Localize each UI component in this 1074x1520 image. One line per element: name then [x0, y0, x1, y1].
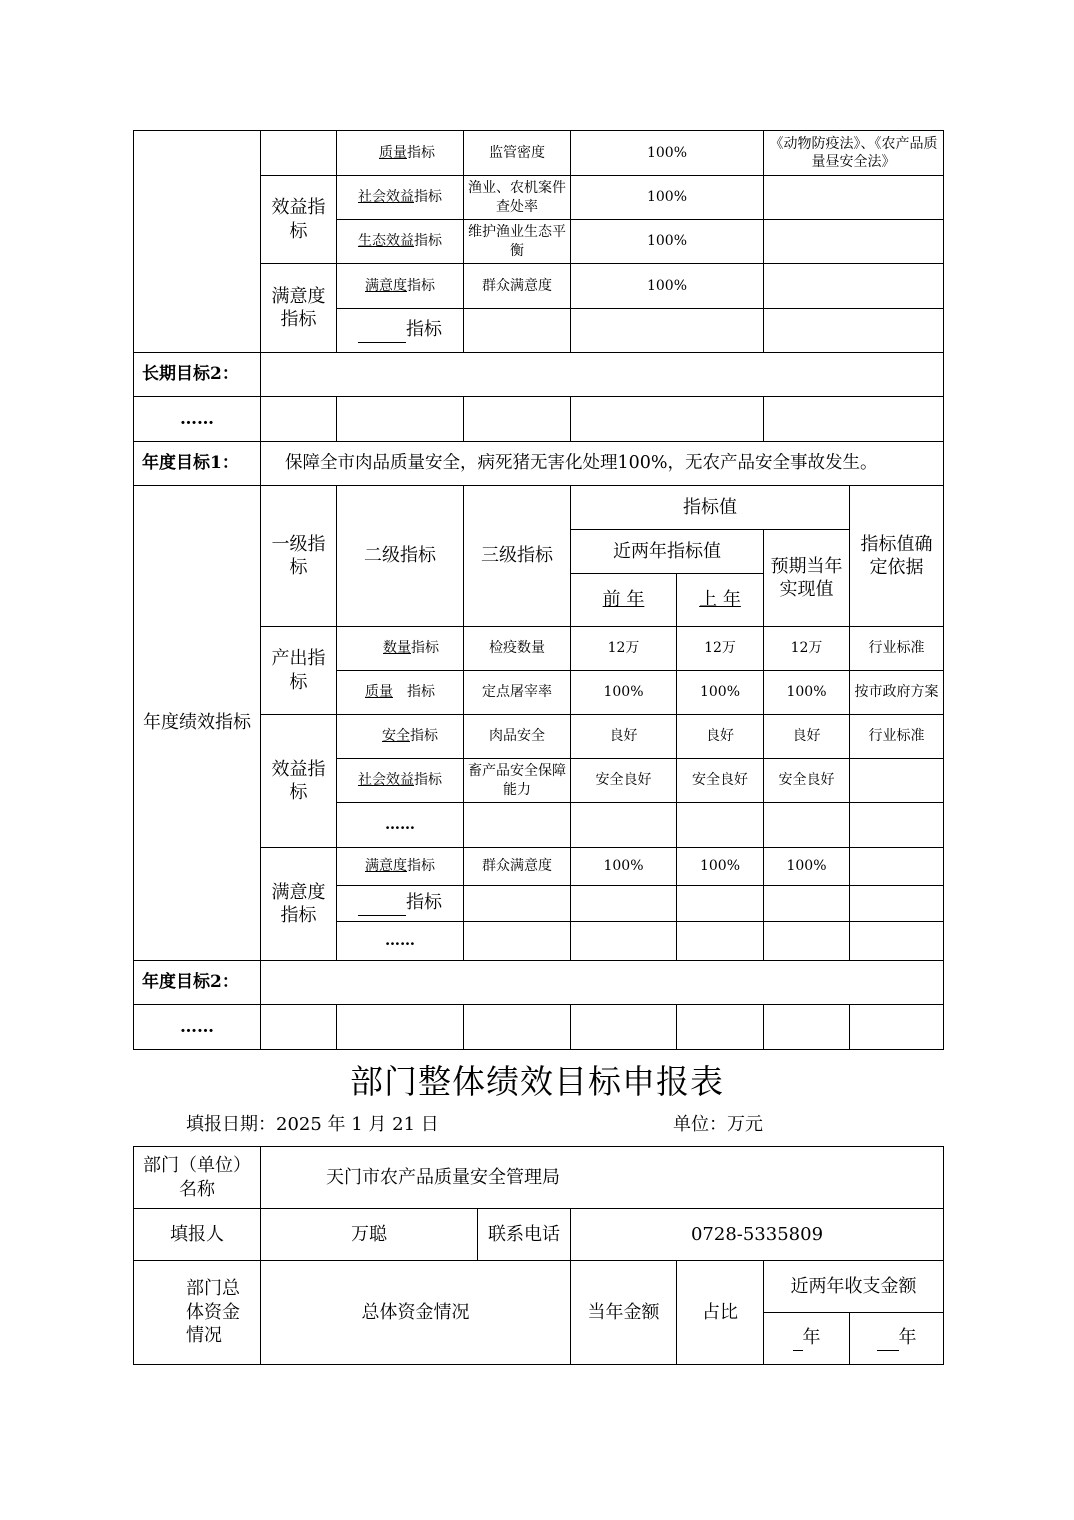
level1-benefit: 效益指标	[261, 176, 337, 264]
cell-empty	[464, 803, 571, 848]
level3-cell: 维护渔业生态平衡	[464, 220, 571, 264]
cell-empty	[850, 803, 944, 848]
year-a-label: 年	[802, 1327, 821, 1349]
level2-name: 安全	[382, 728, 410, 745]
blank-line	[358, 318, 406, 342]
basis-cell	[850, 759, 944, 803]
fill-date: 填报日期：2025 年 1 月 21 日	[186, 1114, 439, 1135]
basis-cell	[764, 220, 944, 264]
year-b	[850, 1313, 944, 1365]
level2-cell	[337, 848, 464, 886]
long-goal2-content	[261, 353, 944, 397]
form-title: 部门整体绩效目标申报表	[350, 1062, 724, 1101]
level2-name: 满意度	[365, 858, 407, 875]
level1-output: 产出指标	[261, 627, 337, 715]
header-index-value: 指标值	[571, 486, 850, 530]
cell-empty	[571, 309, 764, 353]
value-cell: 100%	[571, 176, 764, 220]
blank-indicator-cell	[337, 309, 464, 353]
filler-label: 填报人	[134, 1209, 261, 1261]
year-b-blank	[877, 1326, 899, 1350]
expected-value: 100%	[764, 671, 850, 715]
last-year-value: 100%	[677, 848, 764, 886]
dept-name-value: 天门市农产品质量安全管理局	[261, 1147, 944, 1209]
value-cell: 100%	[571, 264, 764, 309]
expected-value: 安全良好	[764, 759, 850, 803]
level1-benefit: 效益指标	[261, 715, 337, 848]
cell-empty	[764, 1005, 850, 1050]
blank-indicator-cell	[337, 886, 464, 922]
cell-empty	[764, 397, 944, 442]
value-cell: 100%	[571, 131, 764, 176]
prev-year-value: 安全良好	[571, 759, 677, 803]
level2-name: 质量	[365, 684, 393, 701]
header-expected: 预期当年实现值	[764, 530, 850, 627]
level3-cell: 渔业、农机案件查处率	[464, 176, 571, 220]
level2-suffix: 指标	[411, 640, 439, 657]
prev-year-value: 100%	[571, 848, 677, 886]
annual-goal1-label: 年度目标1：	[134, 442, 261, 486]
header-prev-year	[571, 574, 677, 627]
cell-empty	[261, 397, 337, 442]
year-b-label: 年	[898, 1327, 917, 1349]
last-year-value: 12万	[677, 627, 764, 671]
level3-cell: 定点屠宰率	[464, 671, 571, 715]
cell-empty	[571, 1005, 677, 1050]
cell-empty	[571, 397, 764, 442]
recent-two-years-amount: 近两年收支金额	[764, 1261, 944, 1313]
level3-cell: 畜产品安全保障能力	[464, 759, 571, 803]
year-a	[764, 1313, 850, 1365]
header-last-year-text: 上 年	[699, 589, 741, 611]
cell-empty	[571, 886, 677, 922]
basis-cell	[764, 176, 944, 220]
ellipsis-cell: ……	[337, 803, 464, 848]
cell-empty	[764, 886, 850, 922]
level2-cell	[337, 220, 464, 264]
level2-cell	[337, 627, 464, 671]
ellipsis-cell: ……	[134, 1005, 261, 1050]
header-level1: 一级指标	[261, 486, 337, 627]
ellipsis-cell: ……	[134, 397, 261, 442]
level3-cell: 检疫数量	[464, 627, 571, 671]
level2-suffix: 指标	[407, 277, 435, 294]
unit-label: 单位：万元	[673, 1114, 763, 1135]
basis-cell	[850, 848, 944, 886]
level2-cell	[337, 671, 464, 715]
cell-empty	[464, 886, 571, 922]
level2-suffix: 指标	[414, 189, 442, 206]
level2-name: 数量	[383, 640, 411, 657]
cell-empty	[337, 1005, 464, 1050]
expected-value: 良好	[764, 715, 850, 759]
long-goal2-label: 长期目标2：	[134, 353, 261, 397]
prev-year-value: 100%	[571, 671, 677, 715]
level2-name: 生态效益	[358, 233, 414, 250]
annual-goal2-content	[261, 961, 944, 1005]
phone-value: 0728-5335809	[571, 1209, 944, 1261]
level2-suffix: 指标	[407, 684, 435, 701]
level2-cell	[337, 176, 464, 220]
cell-empty	[337, 397, 464, 442]
cell-empty	[677, 1005, 764, 1050]
cell-empty	[677, 803, 764, 848]
blank-indicator-label: 指标	[406, 892, 442, 914]
current-amount: 当年金额	[571, 1261, 677, 1365]
last-year-value: 安全良好	[677, 759, 764, 803]
dept-name-label: 部门（单位）名称	[134, 1147, 261, 1209]
cell-empty	[464, 309, 571, 353]
level2-cell	[337, 264, 464, 309]
level1-satisfaction: 满意度指标	[261, 848, 337, 961]
ellipsis-cell: ……	[337, 922, 464, 961]
department-form-table	[133, 1146, 944, 1365]
last-year-value: 良好	[677, 715, 764, 759]
annual-performance-label: 年度绩效指标	[134, 486, 261, 961]
expected-value: 12万	[764, 627, 850, 671]
header-recent-two-years: 近两年指标值	[571, 530, 764, 574]
header-basis: 指标值确定依据	[850, 486, 944, 627]
level2-cell	[337, 131, 464, 176]
level2-suffix: 指标	[414, 772, 442, 789]
expected-value: 100%	[764, 848, 850, 886]
level2-name: 社会效益	[358, 189, 414, 206]
cell-empty	[464, 922, 571, 961]
cell-empty	[850, 1005, 944, 1050]
level2-cell	[337, 715, 464, 759]
level3-cell: 监管密度	[464, 131, 571, 176]
header-last-year	[677, 574, 764, 627]
cell-empty	[571, 922, 677, 961]
cell-empty	[764, 309, 944, 353]
cell-empty	[261, 1005, 337, 1050]
filler-value: 万聪	[261, 1209, 478, 1261]
basis-cell	[764, 264, 944, 309]
overall-funds: 总体资金情况	[261, 1261, 571, 1365]
header-prev-year-text: 前 年	[602, 589, 645, 611]
blank-indicator-label: 指标	[406, 319, 442, 341]
level3-cell: 群众满意度	[464, 848, 571, 886]
prev-year-value: 良好	[571, 715, 677, 759]
cell-empty	[850, 922, 944, 961]
level2-name: 社会效益	[358, 772, 414, 789]
cell-empty	[134, 131, 261, 353]
level2-name: 满意度	[365, 277, 407, 294]
last-year-value: 100%	[677, 671, 764, 715]
basis-cell: 《动物防疫法》、《农产品质量昼安全法》	[764, 131, 944, 176]
value-cell: 100%	[571, 220, 764, 264]
cell-empty	[764, 803, 850, 848]
cell-empty	[261, 131, 337, 176]
basis-cell: 行业标准	[850, 627, 944, 671]
cell-empty	[571, 803, 677, 848]
level2-suffix: 指标	[414, 233, 442, 250]
header-level3: 三级指标	[464, 486, 571, 627]
cell-empty	[677, 886, 764, 922]
header-level2: 二级指标	[337, 486, 464, 627]
level2-suffix: 指标	[407, 144, 435, 161]
funds-label: 部门总体资金情况	[134, 1261, 261, 1365]
cell-empty	[850, 886, 944, 922]
ratio: 占比	[677, 1261, 764, 1365]
level3-cell: 群众满意度	[464, 264, 571, 309]
cell-empty	[764, 922, 850, 961]
level2-cell	[337, 759, 464, 803]
phone-label: 联系电话	[478, 1209, 571, 1261]
cell-empty	[464, 397, 571, 442]
cell-empty	[464, 1005, 571, 1050]
level2-suffix: 指标	[410, 728, 438, 745]
level3-cell: 肉品安全	[464, 715, 571, 759]
level1-satisfaction: 满意度指标	[261, 264, 337, 353]
annual-goal1-text: 保障全市肉品质量安全，病死猪无害化处理100%，无农产品安全事故发生。	[261, 442, 944, 486]
basis-cell: 行业标准	[850, 715, 944, 759]
blank-line	[358, 891, 406, 915]
annual-goal2-label: 年度目标2：	[134, 961, 261, 1005]
year-a-blank	[793, 1326, 803, 1350]
cell-empty	[677, 922, 764, 961]
prev-year-value: 12万	[571, 627, 677, 671]
level2-name: 质量	[379, 144, 407, 161]
performance-indicator-table	[133, 130, 944, 1050]
basis-cell: 按市政府方案	[850, 671, 944, 715]
level2-suffix: 指标	[407, 858, 435, 875]
